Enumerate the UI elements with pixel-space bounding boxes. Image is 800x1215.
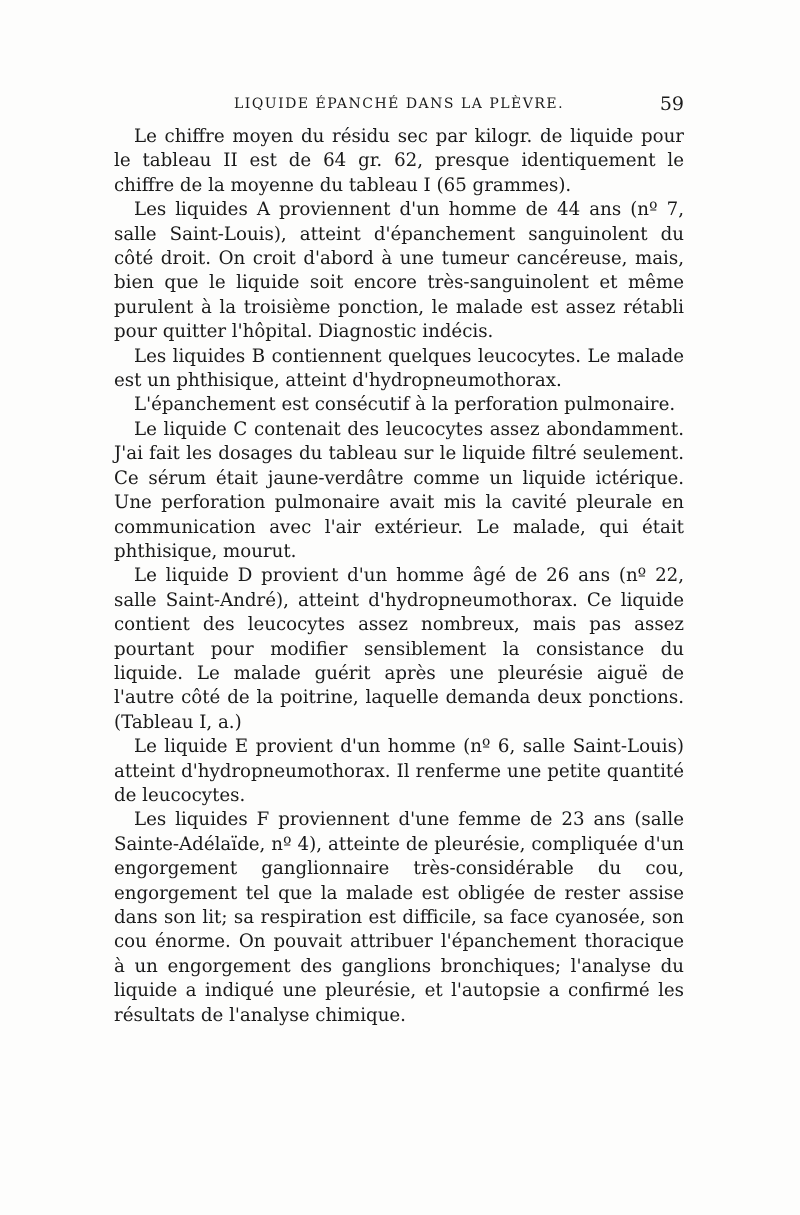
body-text	[114, 125, 684, 1028]
paragraph-liquides-a: Les liquides A proviennent d'un homme de 44 ans (nº 7, salle Saint-Louis), atteint d'épanchement sanguinolent du côté droit. On croit d'abord à une tumeur cancéreuse, mais, bien que le liquide soit encore très-sanguinolent et même purulent à la troisième ponction, le malade est assez rétabli pour quitter l'hôpital. Diagnostic indécis.	[114, 199, 684, 343]
paragraph-epanchement: L'épanchement est consécutif à la perforation pulmonaire.	[134, 394, 676, 416]
paragraph-liquide-e: Le liquide E provient d'un homme (nº 6, salle Saint-Louis) atteint d'hydropneumothorax. Il renferme une petite quantité de leucocytes.	[114, 736, 684, 806]
paragraph-liquide-d: Le liquide D provient d'un homme âgé de 26 ans (nº 22, salle Saint-André), atteint d'hydropneumothorax. Ce liquide contient des leucocytes assez nombreux, mais pas assez pourtant pour modifier sensiblement la consistance du liquide. Le malade guérit après une pleurésie aiguë de l'autre côté de la poitrine, laquelle demanda deux ponctions. (Tableau I, a.)	[114, 565, 684, 733]
paragraph-residu: Le chiffre moyen du résidu sec par kilogr. de liquide pour le tableau II est de 64 gr. 62, presque identiquement le chiffre de la moyenne du tableau I (65 grammes).	[114, 126, 684, 196]
paragraph-liquides-f: Les liquides F proviennent d'une femme de 23 ans (salle Sainte-Adélaïde, nº 4), atteinte de pleurésie, compliquée d'un engorgement ganglionnaire très-considérable du cou, engorgement tel que la malade est obligée de rester assise dans son lit; sa respiration est difficile, sa face cyanosée, son cou énorme. On pouvait attribuer l'épanchement thoracique à un engorgement des ganglions bronchiques; l'analyse du liquide a indiqué une pleurésie, et l'autopsie a confirmé les résultats de l'analyse chimique.	[114, 809, 684, 1026]
paragraph-liquides-b: Les liquides B contiennent quelques leucocytes. Le malade est un phthisique, atteint d'hydropneumothorax.	[114, 345, 684, 392]
running-title: LIQUIDE ÉPANCHÉ DANS LA PLÈVRE.	[234, 96, 565, 112]
paragraph-liquide-c: Le liquide C contenait des leucocytes assez abondamment. J'ai fait les dosages du tableau sur le liquide filtré seulement. Ce sérum était jaune-verdâtre comme un liquide ictérique. Une perforation pulmonaire avait mis la cavité pleurale en communication avec l'air extérieur. Le malade, qui était phthisique, mourut.	[114, 418, 684, 562]
page-number: 59	[659, 93, 684, 115]
page-header	[114, 93, 684, 120]
